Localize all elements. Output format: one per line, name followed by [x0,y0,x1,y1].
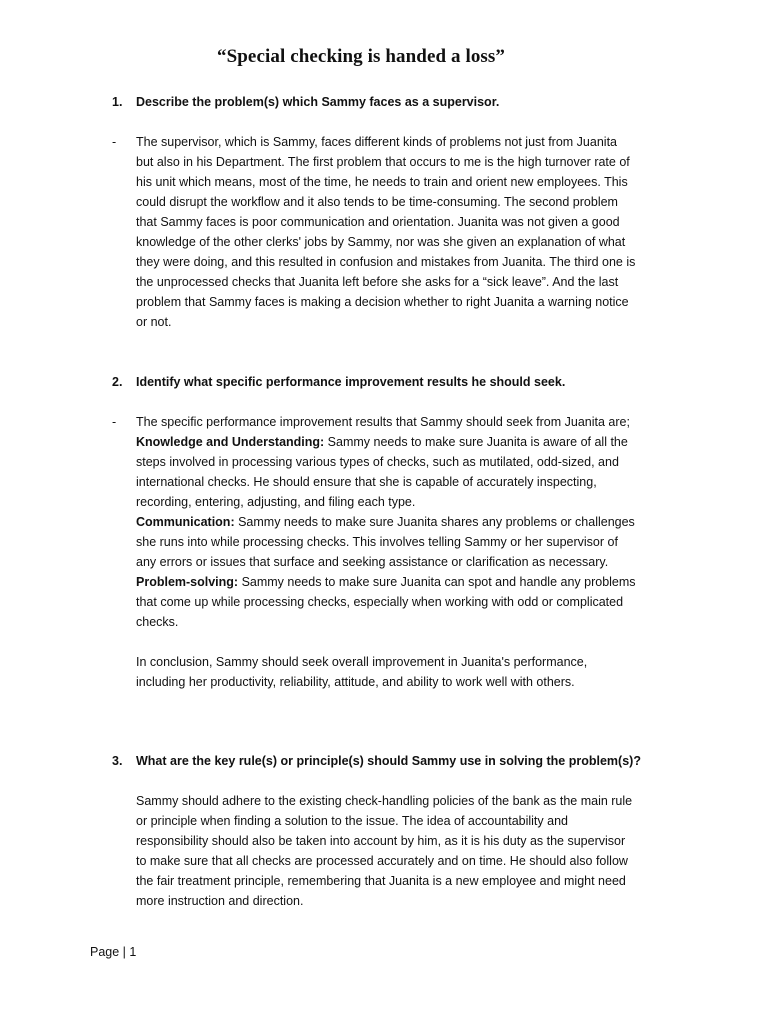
answer-2-item-knowledge [136,432,636,512]
answer-2-conclusion: In conclusion, Sammy should seek overall improvement in Juanita's performance, including her productivity, reliability, attitude, and ability to work well with others. [136,655,588,689]
answer-2-item-communication-text: Sammy needs to make sure Juanita shares any problems or challenges she runs into while processing checks. This involves telling Sammy or her supervisor of any errors or issues that surface and seeking assistance or clarification as necessary. [136,515,635,569]
answer-1-text: The supervisor, which is Sammy, faces different kinds of problems not just from Juanita but also in his Department. The first problem that occurs to me is the high turnover rate of his unit which means, most of the time, he needs to train and orient new employees. This could disrupt the workflow and it also tends to be time-consuming. The second problem that Sammy faces is poor communication and orientation. Juanita was not given a good knowledge of the other clerks' jobs by Sammy, nor was she given an explanation of what they were doing, and this resulted in confusion and mistakes from Juanita. The third one is the unprocessed checks that Juanita left before she asks for a “sick leave”. And the last problem that Sammy faces is making a decision whether to right Juanita a warning notice or not. [136,135,636,329]
answer-2-item-problem-solving [136,572,636,632]
answer-2-item-problem-solving-text: Sammy needs to make sure Juanita can spot and handle any problems that come up while processing checks, especially when working with odd or complicated checks. [136,575,636,629]
answer-1-bullet: - [112,135,117,149]
document-title: “Special checking is handed a loss” [216,46,506,67]
answer-2-item-problem-solving-label: Problem-solving: [136,575,239,589]
answer-2-intro: The specific performance improvement results that Sammy should seek from Juanita are; [136,415,630,429]
answer-2-item-communication-label: Communication: [136,515,235,529]
page-footer: Page | 1 [90,945,137,959]
answer-2-item-communication [136,512,636,572]
answer-2 [136,412,636,692]
question-2-text: Identify what specific performance improvement results he should seek. [136,375,566,389]
question-3 [112,751,641,771]
answer-2-item-knowledge-text: Sammy needs to make sure Juanita is aware of all the steps involved in processing various types of checks, such as mutilated, odd-sized, and international checks. He should ensure that she is capable of accurately inspecting, recording, entering, adjusting, and filing each type. [136,435,628,509]
answer-3-text: Sammy should adhere to the existing check-handling policies of the bank as the main rule or principle when finding a solution to the issue. The idea of accountability and responsibility should also be taken into account by him, as it is his duty as the supervisor to make sure that all checks are processed accurately and on time. He should also follow the fair treatment principle, remembering that Juanita is a new employee and might need more instruction and direction. [136,794,633,908]
answer-2-item-knowledge-label: Knowledge and Understanding: [136,435,325,449]
question-1 [112,92,499,112]
answer-3 [136,791,636,911]
question-1-text: Describe the problem(s) which Sammy faces as a supervisor. [136,95,500,109]
question-2-number: 2. [112,375,123,389]
answer-2-bullet: - [112,415,117,429]
question-1-number: 1. [112,95,123,109]
answer-1 [136,132,636,332]
question-2 [112,372,565,392]
question-3-text: What are the key rule(s) or principle(s) should Sammy use in solving the problem(s)? [136,754,641,768]
question-3-number: 3. [112,754,123,768]
